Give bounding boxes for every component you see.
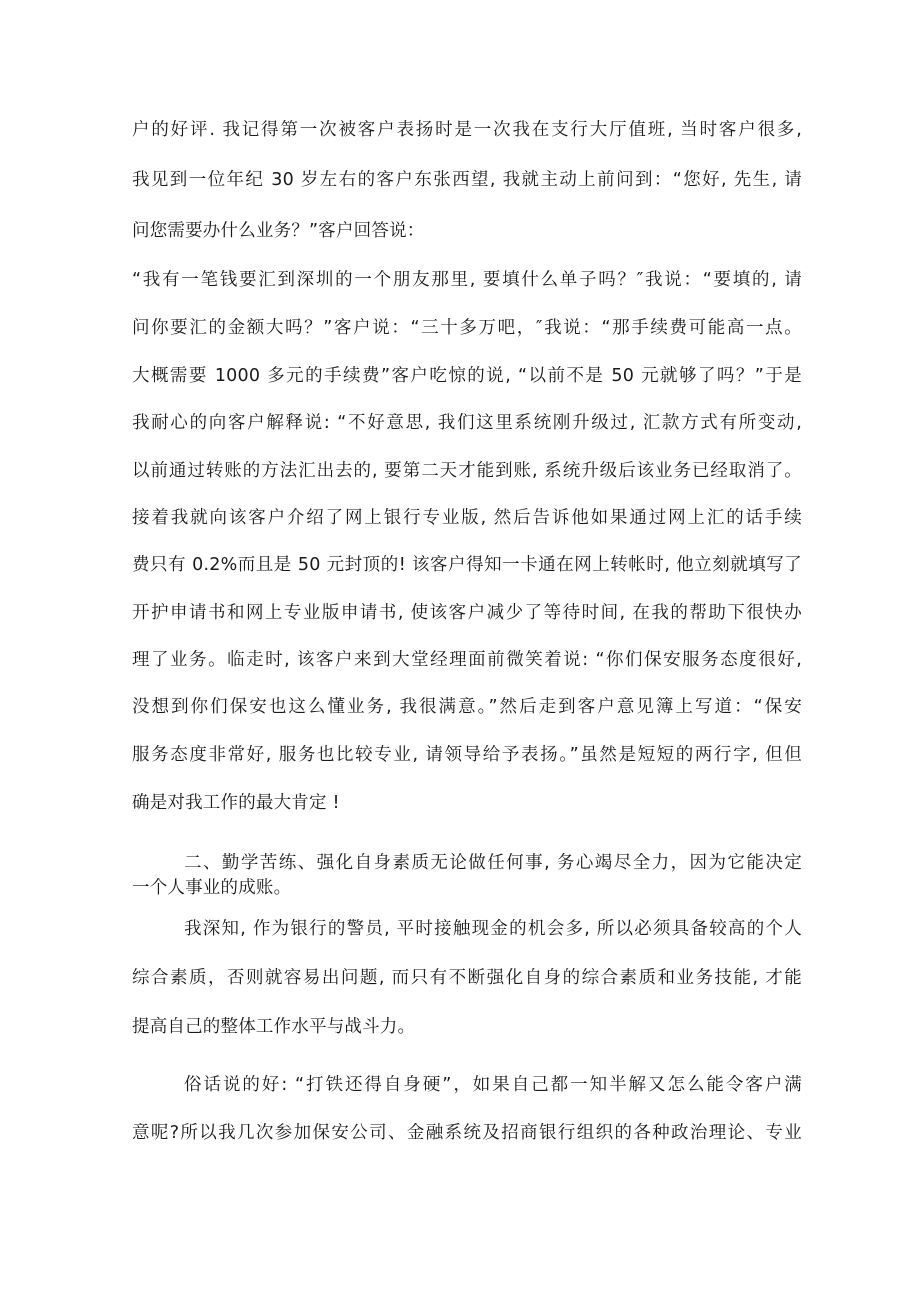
text-line-11: 开护申请书和网上专业版申请书, 使该客户减少了等待时间, 在我的帮助下很快办 — [132, 603, 802, 623]
section-heading-line-2: 一个人事业的成账。 — [132, 878, 292, 898]
text-line-9: 接着我就向该客户介绍了网上银行专业版, 然后告诉他如果通过网上汇的话手续 — [132, 508, 802, 528]
text-line-20: 提高自己的整体工作水平与战斗力。 — [132, 1017, 416, 1037]
text-line-18: 我深知, 作为银行的警员, 平时接触现金的机会多, 所以必须具备较高的个人 — [184, 919, 802, 939]
text-line-4: “我有一笔钱要汇到深圳的一个朋友那里, 要填什么单子吗？″我说：“要填的, 请 — [132, 270, 802, 290]
text-line-19: 综合素质，否则就容易出问题, 而只有不断强化自身的综合素质和业务技能, 才能 — [132, 968, 802, 988]
text-line-6: 大概需要 1000 多元的手续费”客户吃惊的说, “以前不是 50 元就够了吗？”于是 — [132, 366, 802, 386]
text-line-7: 我耐心的向客户解释说: “不好意思, 我们这里系统刚升级过, 汇款方式有所变动, — [132, 413, 802, 433]
section-heading-line-1: 二、勤学苦练、强化自身素质无论做任何事, 务心竭尽全力，因为它能决定 — [184, 853, 802, 873]
text-line-1: 户的好评. 我记得第一次被客户表扬时是一次我在支行大厅值班, 当时客户很多, — [132, 120, 802, 140]
text-line-3: 问您需要办什么业务？”客户回答说： — [132, 221, 425, 241]
text-line-21: 俗话说的好: “打铁还得自身硬”，如果自己都一知半解又怎么能令客户满 — [184, 1075, 802, 1095]
text-line-22: 意呢?所以我几次参加保安公司、金融系统及招商银行组织的各种政治理论、专业 — [132, 1123, 802, 1143]
text-line-5: 问你要汇的金额大吗？”客户说：“三十多万吧，″我说：“那手续费可能高一点。 — [132, 318, 802, 338]
text-line-8: 以前通过转账的方法汇出去的, 要第二天才能到账, 系统升级后该业务已经取消了。 — [132, 461, 802, 481]
text-line-12: 理了业务。临走时, 该客户来到大堂经理面前微笑着说: “你们保安服务态度很好, — [132, 650, 802, 670]
text-line-2: 我见到一位年纪 30 岁左右的客户东张西望, 我就主动上前问到：“您好, 先生, 请 — [132, 170, 802, 190]
text-line-13: 没想到你们保安也这么懂业务, 我很满意。”然后走到客户意见簿上写道：“保安 — [132, 697, 802, 717]
text-line-14: 服务态度非常好, 服务也比较专业, 请领导给予表扬。”虽然是短短的两行字, 但但 — [132, 745, 802, 765]
text-line-10: 费只有 0.2%而且是 50 元封顶的! 该客户得知一卡通在网上转帐时, 他立刻就填写了 — [132, 555, 802, 575]
text-line-15: 确是对我工作的最大肯定 ! — [132, 793, 340, 813]
